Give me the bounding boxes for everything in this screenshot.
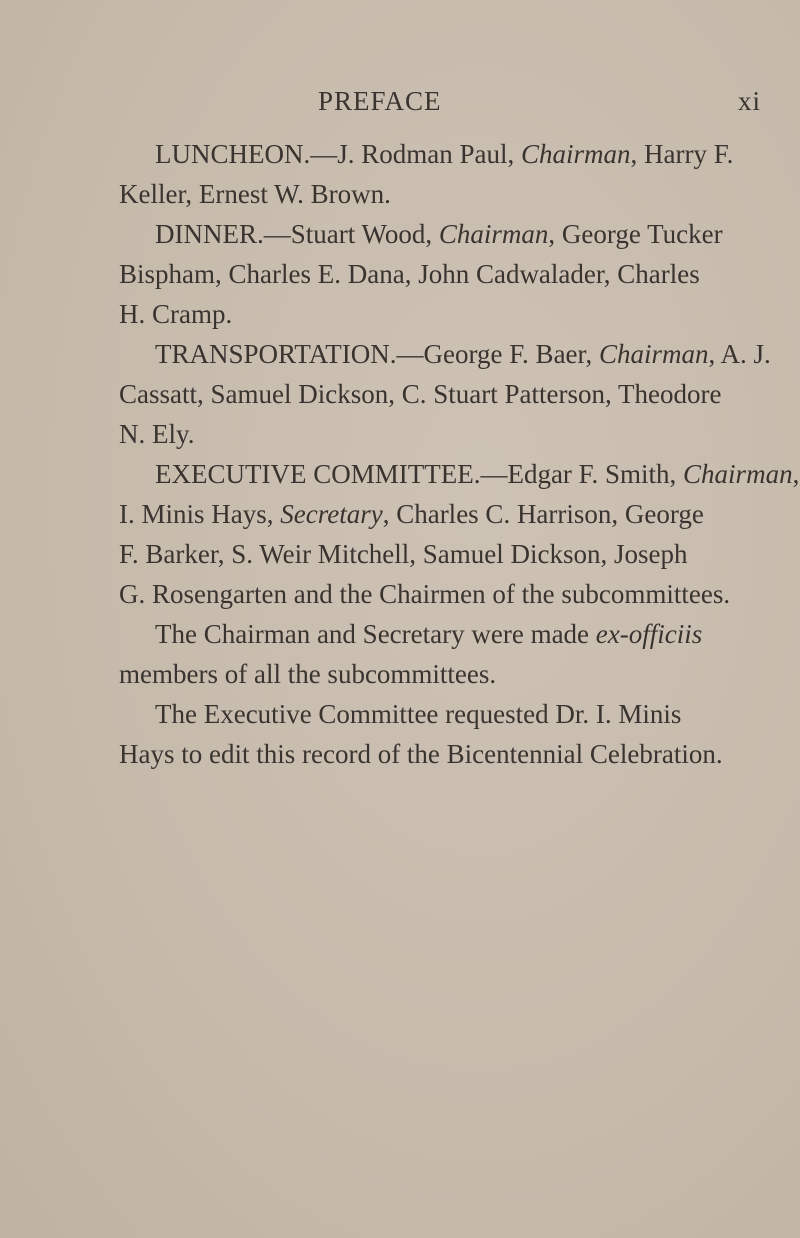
executive-heading: EXECUTIVE COMMITTEE. (155, 459, 481, 489)
transportation-role: Chairman (598, 339, 709, 369)
executive-line-4: G. Rosengarten and the Chairmen of the subcommittees. (119, 579, 731, 609)
executive-note-line-1: The Executive Committee requested Dr. I. Minis (155, 699, 682, 729)
dinner-line-2: Bispham, Charles E. Dana, John Cadwalader, Charles (119, 259, 700, 289)
executive-dash: — (480, 459, 508, 489)
transportation-text-1a: George F. Baer, (423, 339, 599, 369)
executive-text-2b: , Charles C. Harrison, George (382, 499, 704, 529)
executive-line-2 (119, 494, 704, 534)
dinner-text-1a: Stuart Wood, (290, 219, 439, 249)
dinner-dash: — (263, 219, 291, 249)
transportation-line-3: N. Ely. (119, 419, 195, 449)
dinner-text-1b: , George Tucker (548, 219, 723, 249)
luncheon-role: Chairman (521, 139, 631, 169)
luncheon-text-1a: J. Rodman Paul, (337, 139, 522, 169)
chairman-note-line-1 (119, 614, 703, 654)
body-text (119, 134, 800, 774)
transportation-heading: TRANSPORTATION. (155, 339, 397, 369)
executive-text-2a: I. Minis Hays, (119, 499, 281, 529)
executive-note-line-2: Hays to edit this record of the Bicentennial Celebration. (119, 739, 723, 769)
executive-secretary-role: Secretary (280, 499, 383, 529)
luncheon-line-1 (119, 134, 734, 174)
executive-text-1b: , (792, 459, 800, 489)
chairman-note-text: The Chairman and Secretary were made (155, 619, 596, 649)
executive-text-1a: Edgar F. Smith, (507, 459, 684, 489)
transportation-line-1 (119, 334, 771, 374)
luncheon-heading: LUNCHEON. (155, 139, 311, 169)
page-number: xi (738, 86, 762, 116)
dinner-heading: DINNER. (155, 219, 264, 249)
running-head (0, 86, 800, 126)
chairman-note-line-2: members of all the subcommittees. (119, 659, 497, 689)
luncheon-line-2: Keller, Ernest W. Brown. (119, 179, 391, 209)
luncheon-dash: — (310, 139, 338, 169)
executive-line-3: F. Barker, S. Weir Mitchell, Samuel Dickson, Joseph (119, 539, 688, 569)
ex-officiis: ex-officiis (595, 619, 703, 649)
transportation-text-1b: , A. J. (708, 339, 771, 369)
dinner-line-3: H. Cramp. (119, 299, 233, 329)
executive-role: Chairman (683, 459, 793, 489)
transportation-line-2: Cassatt, Samuel Dickson, C. Stuart Patterson, Theodore (119, 379, 722, 409)
luncheon-text-1b: , Harry F. (630, 139, 734, 169)
dinner-line-1 (119, 214, 723, 254)
executive-line-1 (119, 454, 800, 494)
running-title: PREFACE (318, 86, 442, 116)
dinner-role: Chairman (438, 219, 549, 249)
transportation-dash: — (396, 339, 424, 369)
